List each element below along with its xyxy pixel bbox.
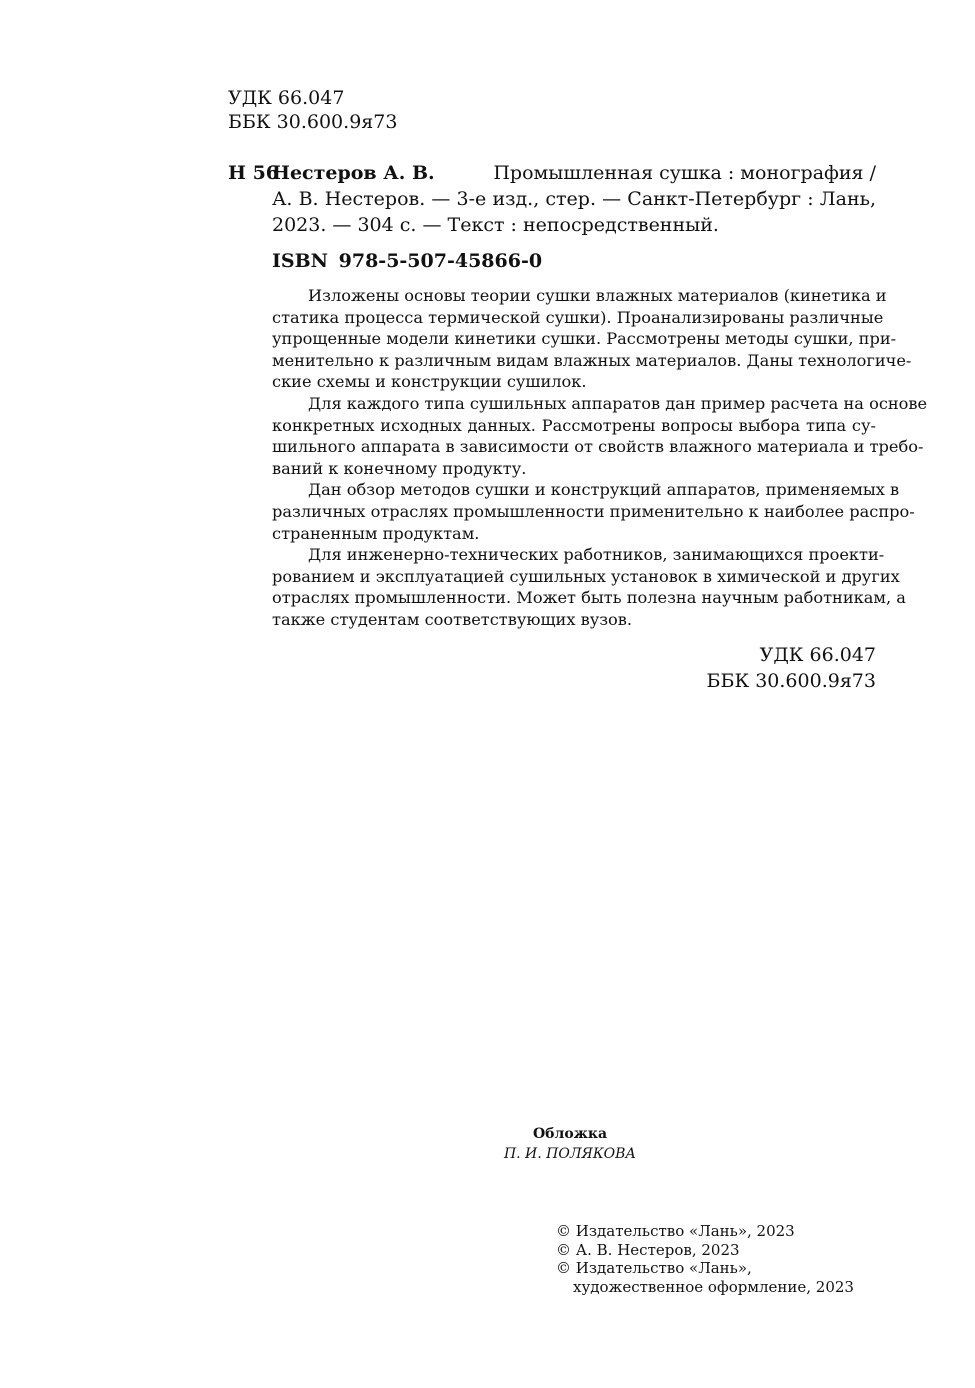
bibliographic-description — [272, 160, 876, 238]
abstract — [272, 285, 928, 631]
abstract-line: рованием и эксплуатацией сушильных установок в химической и других — [272, 566, 900, 586]
abstract-line: Дан обзор методов сушки и конструкций аппаратов, применяемых в — [308, 480, 900, 500]
abstract-line: конкретных исходных данных. Рассмотрены вопросы выбора типа су- — [272, 415, 876, 435]
bib-line-3: 2023. — 304 с. — Текст : непосредственный. — [272, 214, 719, 236]
bib-line-1 — [272, 160, 876, 186]
abstract-line: также студентам соответствующих вузов. — [272, 609, 633, 629]
copyright-line: © Издательство «Лань», — [556, 1259, 752, 1277]
udk-code: УДК 66.047 — [759, 644, 876, 666]
abstract-line: упрощенные модели кинетики сушки. Рассмотрены методы сушки, при- — [272, 329, 897, 349]
abstract-line: Для каждого типа сушильных аппаратов дан пример расчета на основе — [308, 393, 928, 413]
udc-block-bottom — [707, 642, 876, 694]
copyright-line: © А. В. Нестеров, 2023 — [556, 1240, 740, 1259]
copyright-line: художественное оформление, 2023 — [573, 1277, 854, 1296]
udk-code: УДК 66.047 — [228, 87, 345, 109]
abstract-line: ваний к конечному продукту. — [272, 458, 527, 478]
copyright-line: © Издательство «Лань», 2023 — [556, 1222, 795, 1240]
bib-line-2: А. В. Нестеров. — 3-е изд., стер. — Санкт-Петербург : Лань, — [272, 188, 876, 210]
author-name: Нестеров А. В. — [272, 162, 435, 184]
abstract-line: Изложены основы теории сушки влажных материалов (кинетика и — [308, 286, 887, 305]
abstract-line: страненным продуктам. — [272, 523, 480, 543]
abstract-line: Для инженерно-технических работников, занимающихся проекти- — [308, 545, 885, 565]
isbn: ISBN 978-5-507-45866-0 — [272, 250, 543, 272]
abstract-line: ские схемы и конструкции сушилок. — [272, 372, 587, 392]
bbk-code: ББК 30.600.9я73 — [706, 670, 876, 692]
abstract-line: различных отраслях промышленности применительно к наиболее распро- — [272, 501, 915, 521]
cover-designer: П. И. ПОЛЯКОВА — [503, 1146, 637, 1162]
book-title: Промышленная сушка : монография / — [493, 162, 876, 184]
abstract-line: шильного аппарата в зависимости от свойств влажного материала и требо- — [272, 437, 924, 457]
bbk-code: ББК 30.600.9я73 — [228, 111, 398, 133]
abstract-line: отраслях промышленности. Может быть полезна научным работникам, а — [272, 588, 906, 608]
abstract-line: менительно к различным видам влажных материалов. Даны технологиче- — [272, 350, 912, 370]
copyright-block — [556, 1222, 854, 1296]
cover-credit — [430, 1124, 710, 1164]
cover-label: Обложка — [532, 1126, 608, 1142]
author-sign: Н 56 — [228, 162, 280, 184]
udc-block-top — [228, 86, 397, 134]
abstract-line: статика процесса термической сушки). Проанализированы различные — [272, 307, 884, 327]
